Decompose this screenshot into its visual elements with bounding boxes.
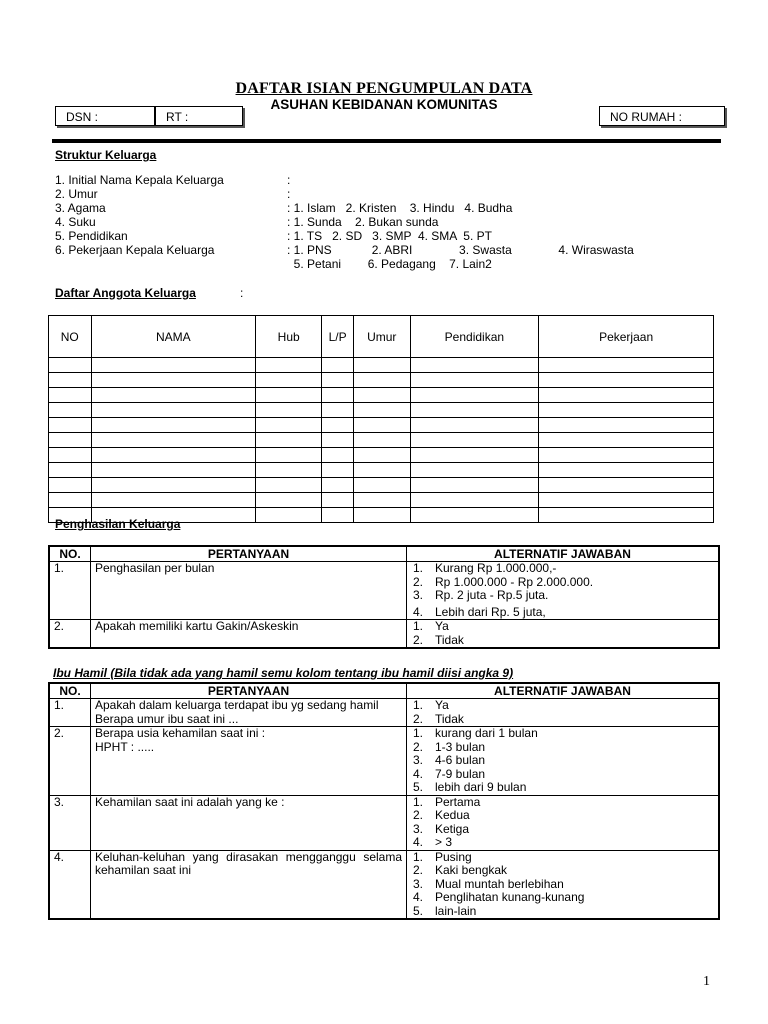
anggota-row xyxy=(49,448,714,463)
anggota-cell[interactable] xyxy=(354,358,411,373)
answer-option[interactable] xyxy=(413,739,714,755)
anggota-table xyxy=(48,315,714,523)
answer-option-label: kurang dari 1 bulan xyxy=(435,726,538,740)
answer-option-number: 1. xyxy=(413,561,424,575)
ibu-hamil-table xyxy=(48,682,720,920)
anggota-cell[interactable] xyxy=(256,448,322,463)
anggota-cell[interactable] xyxy=(539,478,714,493)
anggota-cell[interactable] xyxy=(354,433,411,448)
answer-option[interactable] xyxy=(413,849,714,865)
answer-list xyxy=(411,796,714,850)
anggota-row xyxy=(49,388,714,403)
anggota-cell[interactable] xyxy=(322,388,354,403)
anggota-row xyxy=(49,418,714,433)
struktur-label: 5. Pendidikan xyxy=(55,229,128,243)
question-text: Kehamilan saat ini adalah yang ke : xyxy=(95,794,285,809)
anggota-row xyxy=(49,433,714,448)
answer-cell xyxy=(407,699,720,727)
question-text-cell xyxy=(91,795,407,850)
penghasilan-heading: Penghasilan Keluarga xyxy=(55,517,181,531)
answer-cell xyxy=(407,795,720,850)
anggota-cell[interactable] xyxy=(539,403,714,418)
anggota-cell[interactable] xyxy=(256,493,322,508)
anggota-cell[interactable] xyxy=(354,373,411,388)
struktur-value: 5. Petani 6. Pedagang 7. Lain2 xyxy=(287,257,492,271)
answer-option[interactable] xyxy=(413,835,714,850)
struktur-label: 1. Initial Nama Kepala Keluarga xyxy=(55,173,224,187)
anggota-cell[interactable] xyxy=(91,433,256,448)
penghasilan-table xyxy=(48,545,720,649)
answer-option-label: Kaki bengkak xyxy=(435,863,508,877)
anggota-cell[interactable] xyxy=(91,448,256,463)
no-rumah-field[interactable]: NO RUMAH : xyxy=(599,106,725,126)
answer-option[interactable] xyxy=(413,619,714,634)
col-answer-header: ALTERNATIF JAWABAN xyxy=(407,683,720,699)
question-number: 2. xyxy=(49,727,91,796)
answer-option-label: Penglihatan kunang-kunang xyxy=(435,890,585,904)
answer-option-label: Tidak xyxy=(435,711,464,726)
answer-option-label: Rp 1.000.000 - Rp 2.000.000. xyxy=(435,574,594,589)
answer-option-number: 1. xyxy=(413,794,424,809)
anggota-header-row xyxy=(49,316,714,358)
answer-option[interactable] xyxy=(413,890,714,905)
answer-list xyxy=(411,699,714,726)
anggota-row xyxy=(49,493,714,508)
question-text-cell xyxy=(91,562,407,620)
anggota-cell[interactable] xyxy=(91,463,256,478)
anggota-cell[interactable] xyxy=(354,388,411,403)
anggota-cell[interactable] xyxy=(410,403,539,418)
col-no-header: NO. xyxy=(49,683,91,699)
anggota-cell[interactable] xyxy=(354,403,411,418)
anggota-cell[interactable] xyxy=(322,403,354,418)
question-text: Penghasilan per bulan xyxy=(95,561,215,575)
answer-option-number: 2. xyxy=(413,808,424,822)
header-divider xyxy=(52,139,721,143)
answer-option[interactable] xyxy=(413,794,714,810)
anggota-cell[interactable] xyxy=(539,463,714,478)
answer-option[interactable] xyxy=(413,753,714,768)
anggota-cell[interactable] xyxy=(49,373,92,388)
anggota-cell[interactable] xyxy=(49,448,92,463)
answer-option-number: 2. xyxy=(413,711,424,726)
anggota-cell[interactable] xyxy=(322,448,354,463)
anggota-cell[interactable] xyxy=(322,418,354,433)
anggota-cell[interactable] xyxy=(322,373,354,388)
answer-option[interactable] xyxy=(413,711,714,727)
answer-option[interactable] xyxy=(413,821,714,837)
answer-option[interactable] xyxy=(413,903,714,919)
anggota-cell[interactable] xyxy=(256,418,322,433)
question-text-cell xyxy=(91,727,407,796)
anggota-cell[interactable] xyxy=(91,373,256,388)
answer-list xyxy=(411,620,714,647)
answer-option-label: Ya xyxy=(435,619,449,633)
answer-option[interactable] xyxy=(413,698,714,713)
anggota-cell[interactable] xyxy=(354,508,411,523)
anggota-cell[interactable] xyxy=(322,433,354,448)
answer-cell xyxy=(407,620,720,649)
struktur-heading: Struktur Keluarga xyxy=(55,148,157,162)
anggota-cell[interactable] xyxy=(410,358,539,373)
anggota-cell[interactable] xyxy=(410,433,539,448)
answer-option-number: 4. xyxy=(413,835,424,849)
anggota-cell[interactable] xyxy=(256,358,322,373)
question-row xyxy=(49,562,719,620)
answer-option-label: Kurang Rp 1.000.000,- xyxy=(435,561,557,575)
struktur-value: : 1. Islam 2. Kristen 3. Hindu 4. Budha xyxy=(287,201,513,215)
answer-option-label: > 3 xyxy=(435,835,453,849)
anggota-row xyxy=(49,403,714,418)
anggota-cell[interactable] xyxy=(91,358,256,373)
question-text: Apakah dalam keluarga terdapat ibu yg sedang hamil xyxy=(95,698,379,712)
question-subtext: Berapa umur ibu saat ini ... xyxy=(95,711,239,726)
answer-option-number: 4. xyxy=(413,766,424,781)
anggota-cell[interactable] xyxy=(256,373,322,388)
anggota-cell[interactable] xyxy=(256,508,322,523)
anggota-row xyxy=(49,478,714,493)
dsn-field[interactable]: DSN : xyxy=(55,106,155,126)
anggota-cell[interactable] xyxy=(49,418,92,433)
question-row xyxy=(49,850,719,919)
answer-option[interactable] xyxy=(413,604,714,620)
question-number: 1. xyxy=(49,562,91,620)
struktur-value: : 1. PNS 2. ABRI 3. Swasta 4. Wiraswasta xyxy=(287,243,634,257)
anggota-cell[interactable] xyxy=(256,478,322,493)
answer-option[interactable] xyxy=(413,863,714,878)
col-question-header: PERTANYAAN xyxy=(91,683,407,699)
anggota-cell[interactable] xyxy=(539,493,714,508)
anggota-cell[interactable] xyxy=(354,448,411,463)
answer-cell xyxy=(407,727,720,796)
col-answer-header: ALTERNATIF JAWABAN xyxy=(407,546,720,562)
anggota-cell[interactable] xyxy=(322,508,354,523)
question-text: Berapa usia kehamilan saat ini : xyxy=(95,726,266,740)
anggota-cell[interactable] xyxy=(410,373,539,388)
answer-option[interactable] xyxy=(413,780,714,795)
anggota-cell[interactable] xyxy=(91,403,256,418)
answer-option[interactable] xyxy=(413,808,714,823)
question-row xyxy=(49,620,719,649)
anggota-cell[interactable] xyxy=(410,388,539,403)
answer-cell xyxy=(407,850,720,919)
answer-list xyxy=(411,562,714,619)
answer-option-label: lain-lain xyxy=(435,903,477,918)
anggota-row xyxy=(49,358,714,373)
question-number: 3. xyxy=(49,795,91,850)
answer-option[interactable] xyxy=(413,766,714,782)
anggota-cell[interactable] xyxy=(322,463,354,478)
anggota-cell[interactable] xyxy=(539,433,714,448)
anggota-cell[interactable] xyxy=(539,388,714,403)
anggota-cell[interactable] xyxy=(322,493,354,508)
answer-option-number: 5. xyxy=(413,780,424,794)
answer-option-number: 3. xyxy=(413,753,424,767)
answer-option-label: Pusing xyxy=(435,849,472,864)
anggota-cell[interactable] xyxy=(410,463,539,478)
answer-option-number: 1. xyxy=(413,849,424,864)
struktur-value: : 1. TS 2. SD 3. SMP 4. SMA 5. PT xyxy=(287,229,492,243)
anggota-cell[interactable] xyxy=(256,433,322,448)
anggota-cell[interactable] xyxy=(91,478,256,493)
anggota-col-header: NO xyxy=(60,329,79,344)
anggota-col-header: NAMA xyxy=(91,316,256,358)
answer-option-number: 4. xyxy=(413,604,424,619)
anggota-cell[interactable] xyxy=(539,418,714,433)
answer-option-label: Ya xyxy=(435,698,449,712)
answer-option-label: Rp. 2 juta - Rp.5 juta. xyxy=(435,588,549,602)
anggota-cell[interactable] xyxy=(256,403,322,418)
page-number: 1 xyxy=(703,974,710,989)
anggota-cell[interactable] xyxy=(354,463,411,478)
answer-cell xyxy=(407,562,720,620)
answer-option[interactable] xyxy=(413,561,714,576)
anggota-cell[interactable] xyxy=(49,478,92,493)
anggota-heading: Daftar Anggota Keluarga xyxy=(55,286,196,300)
question-subtext: HPHT : ..... xyxy=(95,739,155,754)
answer-option-label: Ketiga xyxy=(435,821,470,836)
anggota-col-header: Pekerjaan xyxy=(539,316,714,358)
question-header-row xyxy=(49,683,719,699)
anggota-cell[interactable] xyxy=(49,388,92,403)
answer-option-number: 2. xyxy=(413,574,424,589)
anggota-cell[interactable] xyxy=(410,493,539,508)
question-text-cell xyxy=(91,850,407,919)
question-text-cell xyxy=(91,620,407,649)
anggota-col-header: Hub xyxy=(256,316,322,358)
question-number: 2. xyxy=(49,620,91,649)
answer-option-number: 1. xyxy=(413,698,424,712)
rt-field[interactable]: RT : xyxy=(155,106,243,126)
anggota-cell[interactable] xyxy=(539,508,714,523)
anggota-cell[interactable] xyxy=(91,418,256,433)
anggota-cell[interactable] xyxy=(49,403,92,418)
anggota-cell[interactable] xyxy=(49,463,92,478)
anggota-cell[interactable] xyxy=(410,448,539,463)
anggota-cell[interactable] xyxy=(410,508,539,523)
anggota-col-header: Pendidikan xyxy=(410,316,539,358)
answer-list xyxy=(411,727,714,795)
answer-option-label: Tidak xyxy=(435,632,464,647)
answer-option[interactable] xyxy=(413,574,714,590)
struktur-value: : xyxy=(287,187,291,201)
anggota-cell[interactable] xyxy=(354,493,411,508)
anggota-cell[interactable] xyxy=(91,388,256,403)
question-row xyxy=(49,727,719,796)
answer-option-number: 4. xyxy=(413,890,424,904)
answer-option-number: 2. xyxy=(413,739,424,754)
answer-option-label: Pertama xyxy=(435,794,481,809)
anggota-cell[interactable] xyxy=(49,433,92,448)
question-text-cell xyxy=(91,699,407,727)
question-text: Keluhan-keluhan yang dirasakan mengganggu selama kehamilan saat ini xyxy=(95,849,402,877)
answer-option-label: Lebih dari Rp. 5 juta, xyxy=(435,604,546,619)
anggota-cell[interactable] xyxy=(256,463,322,478)
anggota-cell[interactable] xyxy=(354,418,411,433)
answer-option-number: 2. xyxy=(413,863,424,877)
answer-option-label: 7-9 bulan xyxy=(435,766,486,781)
question-row xyxy=(49,699,719,727)
struktur-label: 6. Pekerjaan Kepala Keluarga xyxy=(55,243,215,257)
answer-option-label: lebih dari 9 bulan xyxy=(435,780,527,794)
anggota-cell[interactable] xyxy=(49,493,92,508)
anggota-cell[interactable] xyxy=(91,493,256,508)
question-number: 4. xyxy=(49,850,91,919)
anggota-cell[interactable] xyxy=(322,358,354,373)
col-no-header: NO. xyxy=(49,546,91,562)
answer-option-number: 3. xyxy=(413,588,424,602)
answer-list xyxy=(411,851,714,919)
answer-option[interactable] xyxy=(413,876,714,892)
anggota-cell[interactable] xyxy=(539,358,714,373)
answer-option-label: 1-3 bulan xyxy=(435,739,486,754)
anggota-cell[interactable] xyxy=(49,358,92,373)
answer-option-number: 3. xyxy=(413,876,424,891)
page-title: DAFTAR ISIAN PENGUMPULAN DATA xyxy=(235,80,533,97)
question-text: Apakah memiliki kartu Gakin/Askeskin xyxy=(95,619,299,633)
anggota-row xyxy=(49,373,714,388)
answer-option[interactable] xyxy=(413,588,714,603)
anggota-colon: : xyxy=(240,286,244,300)
answer-option[interactable] xyxy=(413,632,714,648)
answer-option-number: 1. xyxy=(413,619,424,633)
answer-option-label: Kedua xyxy=(435,808,470,822)
answer-option-number: 2. xyxy=(413,632,424,647)
question-row xyxy=(49,795,719,850)
anggota-cell[interactable] xyxy=(322,478,354,493)
anggota-col-header: Umur xyxy=(354,316,411,358)
answer-option-label: 4-6 bulan xyxy=(435,753,486,767)
anggota-cell[interactable] xyxy=(539,448,714,463)
answer-option[interactable] xyxy=(413,726,714,741)
answer-option-label: Mual muntah berlebihan xyxy=(435,876,564,891)
struktur-label: 4. Suku xyxy=(55,215,96,229)
anggota-cell[interactable] xyxy=(410,418,539,433)
page-subtitle: ASUHAN KEBIDANAN KOMUNITAS xyxy=(270,97,498,112)
question-header-row xyxy=(49,546,719,562)
struktur-label: 2. Umur xyxy=(55,187,98,201)
struktur-value: : 1. Sunda 2. Bukan sunda xyxy=(287,215,439,229)
struktur-label: 3. Agama xyxy=(55,201,106,215)
anggota-col-header: L/P xyxy=(322,316,354,358)
anggota-cell[interactable] xyxy=(410,478,539,493)
anggota-cell[interactable] xyxy=(256,388,322,403)
struktur-value: : xyxy=(287,173,291,187)
anggota-cell[interactable] xyxy=(354,478,411,493)
anggota-cell[interactable] xyxy=(539,373,714,388)
answer-option-number: 1. xyxy=(413,726,424,740)
col-question-header: PERTANYAAN xyxy=(91,546,407,562)
anggota-row xyxy=(49,463,714,478)
answer-option-number: 3. xyxy=(413,821,424,836)
question-number: 1. xyxy=(49,699,91,727)
ibu-hamil-heading: Ibu Hamil (Bila tidak ada yang hamil semu kolom tentang ibu hamil diisi angka 9) xyxy=(53,666,514,680)
answer-option-number: 5. xyxy=(413,903,424,918)
